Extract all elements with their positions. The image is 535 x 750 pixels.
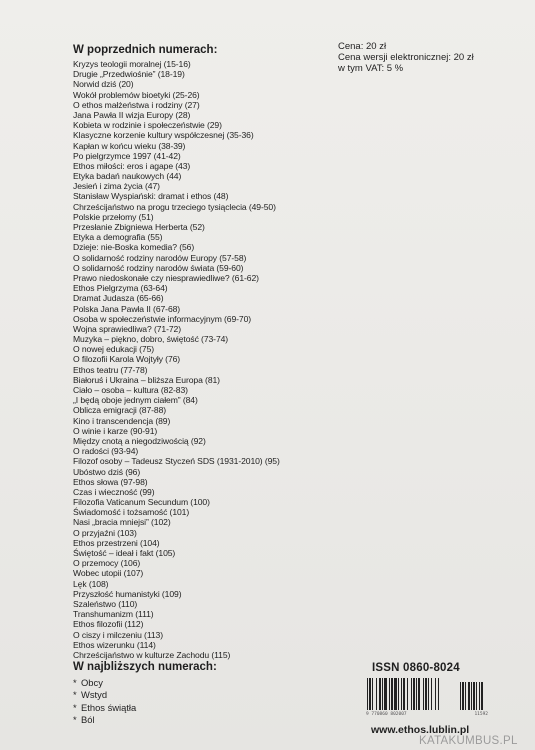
price-info [338,42,518,74]
previous-issue-item: Czas i wieczność (99) [73,486,155,497]
previous-issue-item: Prawo niedoskonałe czy niesprawiedliwe? (61-62) [73,272,259,283]
upcoming-issue-label: Ethos świątła [81,701,137,713]
barcode-digits [366,712,488,717]
previous-issue-item: Osoba w społeczeństwie informacyjnym (69-70) [73,313,252,324]
upcoming-issue-item [73,677,333,689]
previous-issue-item: Wojna sprawiedliwa? (71-72) [73,323,181,334]
upcoming-issues-heading: W najbliższych numerach: [73,661,217,673]
previous-issue-item: Transhumanizm (111) [73,609,154,620]
previous-issues-section [73,44,338,660]
previous-issue-item: Etyka badań naukowych (44) [73,171,182,182]
previous-issue-item: Świętość – ideał i fakt (105) [73,548,176,558]
barcode-image [366,678,488,712]
previous-issue-item: Ethos przestrzeni (104) [73,537,160,548]
previous-issue-item: O winie i karze (90-91) [73,425,158,436]
bullet-marker: * [73,689,77,701]
previous-issue-item: O ciszy i milczeniu (113) [73,629,163,640]
previous-issue-item: Polska Jana Pawła II (67-68) [73,303,181,314]
electronic-price-line: Cena wersji elektronicznej: 20 zł [338,51,474,63]
previous-issue-item: Po pielgrzymce 1997 (41-42) [73,150,181,161]
previous-issue-item: Wobec utopii (107) [73,568,144,579]
previous-issue-item: Kino i transcendencja (89) [73,415,171,426]
upcoming-issue-label: Obcy [81,677,103,688]
previous-issue-item: Oblicza emigracji (87-88) [73,405,167,416]
previous-issue-item: „I będą oboje jednym ciałem” (84) [73,395,198,406]
previous-issue-item: Etyka a demografia (55) [73,232,163,243]
previous-issue-item: Polskie przełomy (51) [73,211,154,222]
previous-issue-item: Ethos miłości: eros i agape (43) [73,160,191,171]
previous-issue-item: Kobieta w rodzinie i społeczeństwie (29) [73,120,222,131]
previous-issue-item: Klasyczne korzenie kultury współczesnej (35-36) [73,130,254,141]
previous-issue-item: Ethos wizerunku (114) [73,639,156,650]
previous-issue-item: Drugie „Przedwiośnie” (18-19) [73,69,185,80]
previous-issue-item: Przesłanie Zbigniewa Herberta (52) [73,222,205,232]
previous-issue-item: Ciało – osoba – kultura (82-83) [73,385,188,395]
previous-issue-item: Ethos słowa (97-98) [73,476,148,487]
price-line: Cena: 20 zł [338,41,387,52]
previous-issue-item: Dramat Judasza (65-66) [73,293,164,304]
previous-issue-item: Jana Pawła II wizja Europy (28) [73,109,191,120]
previous-issue-item: O nowej edukacji (75) [73,344,155,355]
previous-issue-item: Białoruś i Ukraina – bliższa Europa (81) [73,374,220,385]
previous-issue-item: Ethos filozofii (112) [73,619,144,630]
previous-issue-item: Filozofia Vaticanum Secundum (100) [73,497,210,508]
previous-issue-item: O solidarność rodziny narodów Europy (57-58) [73,252,247,263]
previous-issue-item: Wokół problemów bioetyki (25-26) [73,89,200,100]
previous-issue-item: Świadomość i tożsamość (101) [73,507,190,518]
previous-issue-item: O radości (93-94) [73,446,139,457]
previous-issue-item: Lęk (108) [73,578,109,589]
previous-issue-item: Jesień i zima życia (47) [73,181,160,192]
previous-issue-item: Stanisław Wyspiański: dramat i ethos (48) [73,191,229,202]
bullet-marker: * [73,677,77,688]
website-url[interactable]: www.ethos.lublin.pl [371,724,470,736]
previous-issue-item: Kryzys teologii moralnej (15-16) [73,59,191,69]
upcoming-issue-item [73,689,333,701]
vat-line: w tym VAT: 5 % [338,62,404,74]
previous-issue-item: O filozofii Karola Wojtyły (76) [73,354,181,365]
watermark-text: KATAKUMBUS.PL [419,735,518,747]
previous-issue-item: Ethos Pielgrzyma (63-64) [73,283,168,294]
previous-issue-item: Nasi „bracia mniejsi” (102) [73,517,171,528]
previous-issue-item: O przemocy (106) [73,558,141,569]
previous-issue-item: Przyszłość humanistyki (109) [73,588,182,599]
previous-issues-heading: W poprzednich numerach: [73,44,218,56]
previous-issue-item: Dzieje: nie-Boska komedia? (56) [73,242,195,253]
upcoming-issues-section [73,661,333,726]
previous-issue-item: Szaleństwo (110) [73,598,138,609]
upcoming-issue-label: Wstyd [81,689,108,701]
previous-issue-item: O solidarność rodziny narodów świata (59-60) [73,262,244,273]
upcoming-issue-item [73,702,333,714]
bullet-marker: * [73,713,77,725]
previous-issue-item: Filozof osoby – Tadeusz Styczeń SDS (1931-2010) (95) [73,456,280,467]
previous-issue-item: Ubóstwo dziś (96) [73,466,141,477]
previous-issue-item: Muzyka – piękno, dobro, świętość (73-74) [73,334,229,345]
previous-issues-list [73,59,338,660]
previous-issue-item: Chrześcijaństwo na progu trzeciego tysiąclecia (49-50) [73,201,276,212]
previous-issue-item: Ethos teatru (77-78) [73,364,148,375]
upcoming-issue-label: Ból [81,713,95,725]
previous-issue-item: Chrześcijaństwo w kulturze Zachodu (115) [73,649,231,660]
previous-issue-item: Kapłan w końcu wieku (38-39) [73,140,186,151]
upcoming-issue-item [73,714,333,726]
previous-issue-item: Między cnotą a niegodziwością (92) [73,435,206,446]
previous-issue-item: O przyjaźni (103) [73,527,137,538]
previous-issue-item: O ethos małżeństwa i rodziny (27) [73,99,200,110]
issn-number: ISSN 0860-8024 [372,662,460,674]
previous-issue-item: Norwid dziś (20) [73,79,134,90]
barcode-digits-right: 11592 [474,712,488,717]
bullet-marker: * [73,701,77,713]
barcode-digits-left: 9 770860 802007 [366,712,407,717]
upcoming-issues-list [73,677,333,726]
